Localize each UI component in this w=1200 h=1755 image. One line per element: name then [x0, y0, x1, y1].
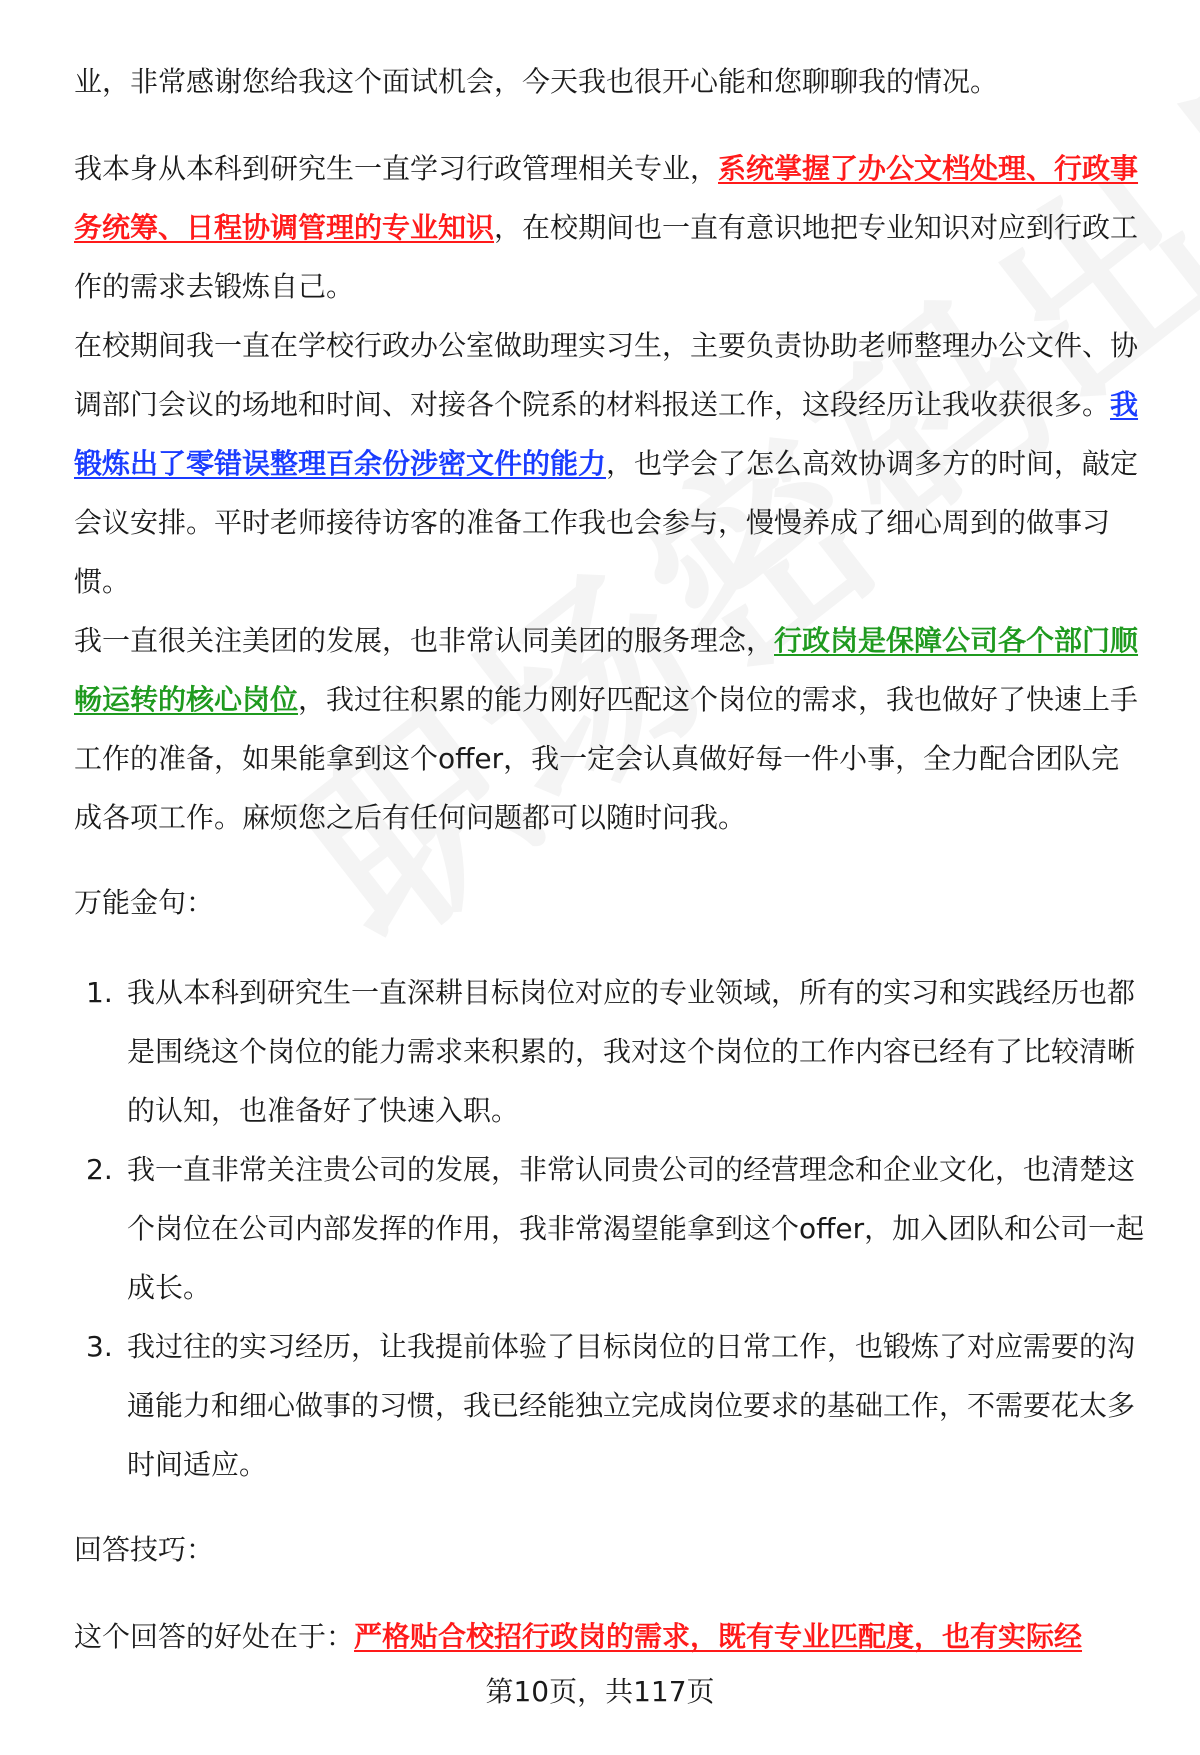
paragraph-major-text-a: 我本身从本科到研究生一直学习行政管理相关专业，	[74, 152, 719, 185]
highlight-core-position: 行政岗是保障公司各个部门顺畅运转的核心岗位	[74, 624, 1139, 716]
paragraph-company	[74, 611, 1146, 847]
paragraph-major	[74, 139, 1146, 316]
list-item	[74, 1317, 1146, 1494]
list-item	[74, 963, 1146, 1140]
paragraph-internship-text-b: ，也学会了怎么高效协调多方的时间，敲定会议安排。平时老师接待访客的准备工作我也会参与，慢慢养成了细心周到的做事习惯。	[74, 447, 1139, 598]
highlight-document-ability: 我锻炼出了零错误整理百余份涉密文件的能力	[74, 388, 1139, 480]
paragraph-intro-end: 业，非常感谢您给我这个面试机会，今天我也很开心能和您聊聊我的情况。	[74, 65, 999, 98]
paragraph-company-text-b: ，我过往积累的能力刚好匹配这个岗位的需求，我也做好了快速上手工作的准备，如果能拿到这个offer，我一定会认真做好每一件小事，全力配合团队完成各项工作。麻烦您之后有任何问题都可以随时问我。	[74, 683, 1139, 834]
highlight-professional-knowledge: 系统掌握了办公文档处理、行政事务统筹、日程协调管理的专业知识	[74, 152, 1139, 244]
list-item-text: 我过往的实习经历，让我提前体验了目标岗位的日常工作，也锻炼了对应需要的沟通能力和细心做事的习惯，我已经能独立完成岗位要求的基础工作，不需要花太多时间适应。	[127, 1330, 1136, 1481]
paragraph-company-text-a: 我一直很关注美团的发展，也非常认同美团的服务理念，	[74, 624, 775, 657]
list-item-number: 3.	[86, 1330, 113, 1363]
paragraph-major-text-b: ，在校期间也一直有意识地把专业知识对应到行政工作的需求去锻炼自己。	[74, 211, 1139, 303]
paragraph-tips-lead: 这个回答的好处在于：	[74, 1620, 355, 1653]
highlight-tips: 严格贴合校招行政岗的需求，既有专业匹配度，也有实际经	[354, 1620, 1083, 1653]
golden-list	[74, 963, 1146, 1494]
tips-heading: 回答技巧：	[74, 1533, 215, 1566]
list-item-number: 1.	[86, 976, 113, 1009]
list-item-text: 我从本科到研究生一直深耕目标岗位对应的专业领域，所有的实习和实践经历也都是围绕这个岗位的能力需求来积累的，我对这个岗位的工作内容已经有了比较清晰的认知，也准备好了快速入职。	[127, 976, 1136, 1127]
list-item-number: 2.	[86, 1153, 113, 1186]
golden-heading: 万能金句：	[74, 886, 215, 919]
list-item	[74, 1140, 1146, 1317]
paragraph-internship-text-a: 在校期间我一直在学校行政办公室做助理实习生，主要负责协助老师整理办公文件、协调部门会议的场地和时间、对接各个院系的材料报送工作，这段经历让我收获很多。	[74, 329, 1139, 421]
paragraph-internship	[74, 316, 1146, 611]
list-item-text: 我一直非常关注贵公司的发展，非常认同贵公司的经营理念和企业文化，也清楚这个岗位在公司内部发挥的作用，我非常渴望能拿到这个offer，加入团队和公司一起成长。	[127, 1153, 1145, 1304]
document-page	[74, 52, 1146, 1666]
paragraph-tips	[74, 1607, 1146, 1666]
page-number: 第10页，共117页	[485, 1675, 715, 1708]
